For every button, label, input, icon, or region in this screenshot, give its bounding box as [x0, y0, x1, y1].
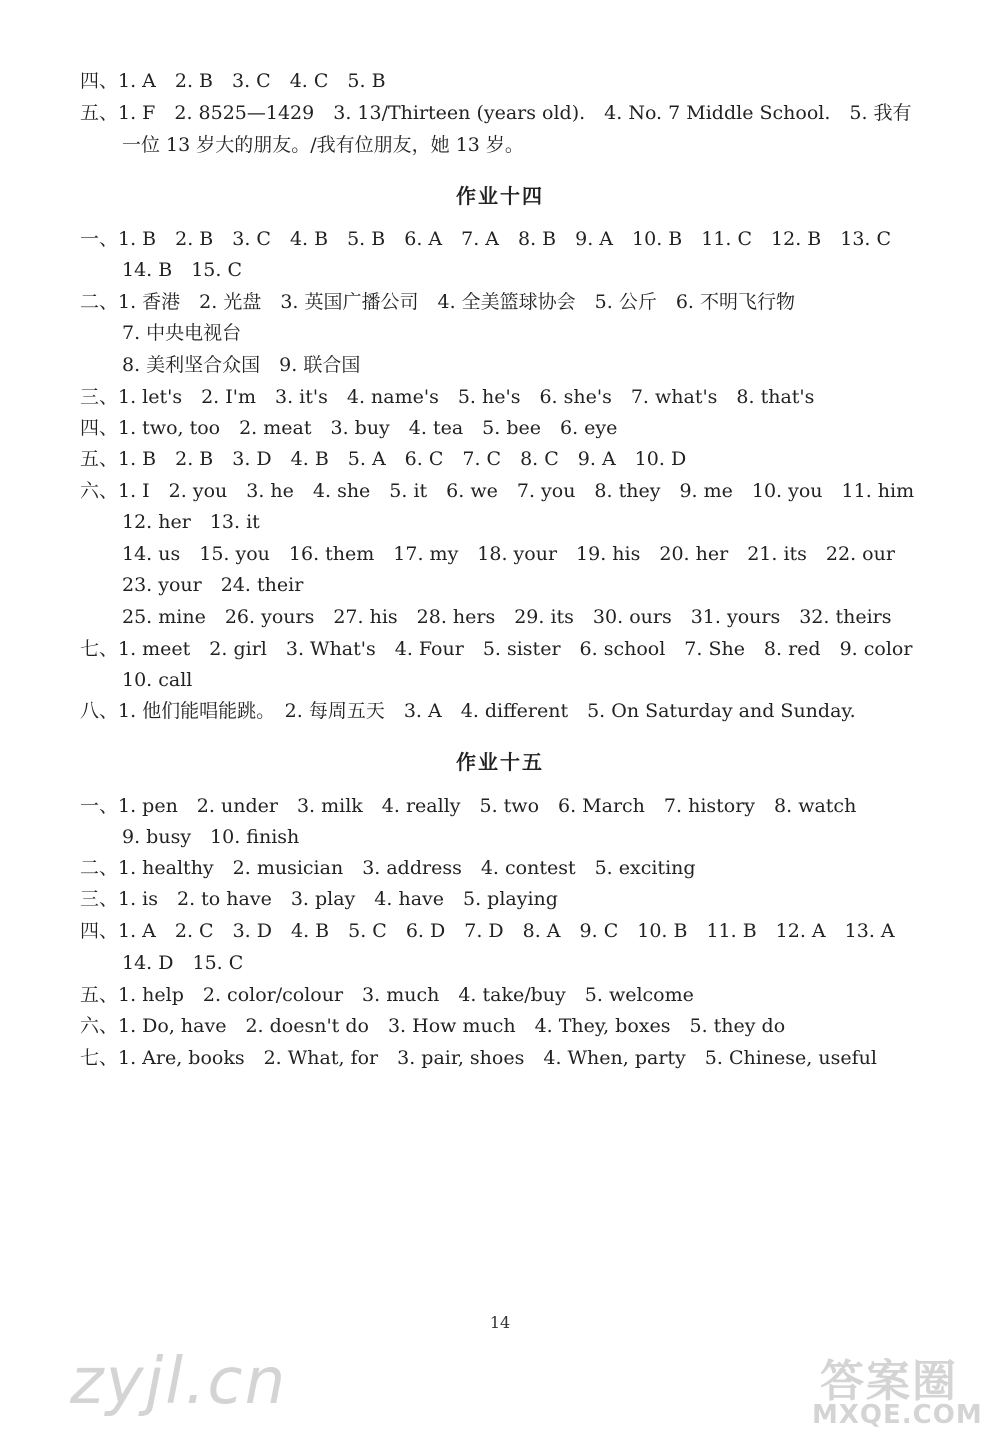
answer-line: 9. busy 10. finish	[122, 826, 300, 848]
answer-line: 五、1. B 2. B 3. D 4. B 5. A 6. C 7. C 8. C 9. A 10. D	[80, 448, 687, 470]
watermark-logo-left: zyjl.cn	[70, 1345, 288, 1419]
answer-line: 七、1. meet 2. girl 3. What's 4. Four 5. sister 6. school 7. She 8. red 9. color	[80, 638, 913, 660]
answer-line: 14. us 15. you 16. them 17. my 18. your 19. his 20. her 21. its 22. our	[122, 543, 895, 565]
section-heading: 作业十五	[456, 750, 544, 774]
answer-line: 三、1. let's 2. I'm 3. it's 4. name's 5. he's 6. she's 7. what's 8. that's	[80, 386, 815, 408]
answer-line: 四、1. A 2. C 3. D 4. B 5. C 6. D 7. D 8. A 9. C 10. B 11. B 12. A 13. A	[80, 920, 895, 942]
answer-line: 10. call	[122, 669, 193, 691]
answer-line: 一、1. pen 2. under 3. milk 4. really 5. two 6. March 7. history 8. watch	[80, 795, 857, 817]
answer-line: 23. your 24. their	[122, 574, 304, 596]
answer-line: 14. B 15. C	[122, 259, 243, 281]
page-number: 14	[489, 1313, 511, 1332]
answer-line: 8. 美利坚合众国 9. 联合国	[122, 354, 361, 376]
answer-line: 二、1. 香港 2. 光盘 3. 英国广播公司 4. 全美篮球协会 5. 公斤 6. 不明飞行物	[80, 291, 796, 313]
section-heading: 作业十四	[456, 184, 544, 208]
answer-line: 7. 中央电视台	[122, 322, 242, 344]
answer-line: 12. her 13. it	[122, 511, 260, 533]
answer-line: 五、1. help 2. color/colour 3. much 4. take/buy 5. welcome	[80, 984, 694, 1006]
answer-line: 25. mine 26. yours 27. his 28. hers 29. its 30. ours 31. yours 32. theirs	[122, 606, 892, 628]
watermark-logo-right: 答案圈	[820, 1356, 958, 1407]
answer-line: 六、1. I 2. you 3. he 4. she 5. it 6. we 7. you 8. they 9. me 10. you 11. him	[80, 480, 915, 502]
answer-line: 一位 13 岁大的朋友。/我有位朋友，她 13 岁。	[122, 134, 524, 156]
answer-line: 四、1. A 2. B 3. C 4. C 5. B	[80, 70, 386, 92]
answer-line: 八、1. 他们能唱能跳。 2. 每周五天 3. A 4. different 5. On Saturday and Sunday.	[80, 700, 856, 722]
answer-line: 五、1. F 2. 8525—1429 3. 13/Thirteen (years old). 4. No. 7 Middle School. 5. 我有	[80, 102, 912, 124]
answer-line: 七、1. Are, books 2. What, for 3. pair, shoes 4. When, party 5. Chinese, useful	[80, 1047, 877, 1069]
answer-line: 三、1. is 2. to have 3. play 4. have 5. playing	[80, 888, 558, 910]
answer-line: 四、1. two, too 2. meat 3. buy 4. tea 5. bee 6. eye	[80, 417, 618, 439]
answer-line: 二、1. healthy 2. musician 3. address 4. contest 5. exciting	[80, 857, 696, 879]
answer-line: 六、1. Do, have 2. doesn't do 3. How much 4. They, boxes 5. they do	[80, 1015, 786, 1037]
answer-line: 14. D 15. C	[122, 952, 244, 974]
answer-line: 一、1. B 2. B 3. C 4. B 5. B 6. A 7. A 8. B 9. A 10. B 11. C 12. B 13. C	[80, 228, 892, 250]
watermark-url-right: MXQE.COM	[812, 1400, 983, 1430]
